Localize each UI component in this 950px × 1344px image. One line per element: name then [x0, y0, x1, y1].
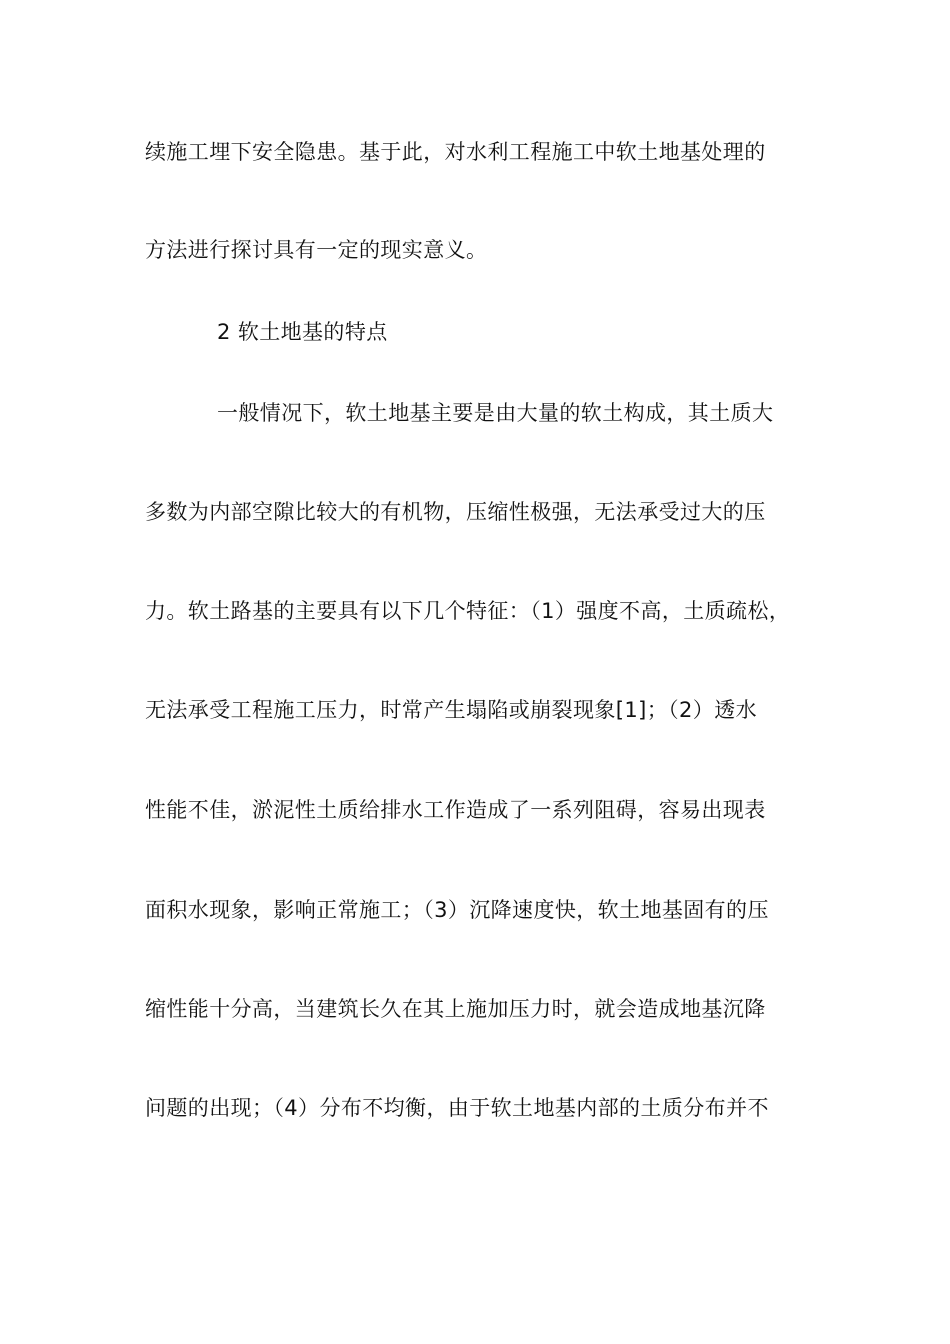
- paragraph-line: 续施工埋下安全隐患。基于此，对水利工程施工中软土地基处理的: [145, 140, 766, 164]
- paragraph-line: 问题的出现；（4）分布不均衡，由于软土地基内部的土质分布并不: [145, 1096, 769, 1120]
- paragraph-line: 多数为内部空隙比较大的有机物，压缩性极强，无法承受过大的压: [145, 500, 766, 524]
- paragraph-line: 力。软土路基的主要具有以下几个特征：（1）强度不高，土质疏松，: [145, 599, 791, 623]
- section-heading: 2 软土地基的特点: [217, 320, 388, 344]
- paragraph-line: 缩性能十分高，当建筑长久在其上施加压力时，就会造成地基沉降: [145, 997, 766, 1021]
- paragraph-line: 一般情况下，软土地基主要是由大量的软土构成，其土质大: [217, 401, 774, 425]
- paragraph-line: 方法进行探讨具有一定的现实意义。: [145, 238, 488, 262]
- paragraph-line: 面积水现象，影响正常施工；（3）沉降速度快，软土地基固有的压: [145, 898, 769, 922]
- paragraph-line: 性能不佳，淤泥性土质给排水工作造成了一系列阻碍，容易出现表: [145, 798, 766, 822]
- paragraph-line: 无法承受工程施工压力，时常产生塌陷或崩裂现象[1]；（2）透水: [145, 698, 758, 722]
